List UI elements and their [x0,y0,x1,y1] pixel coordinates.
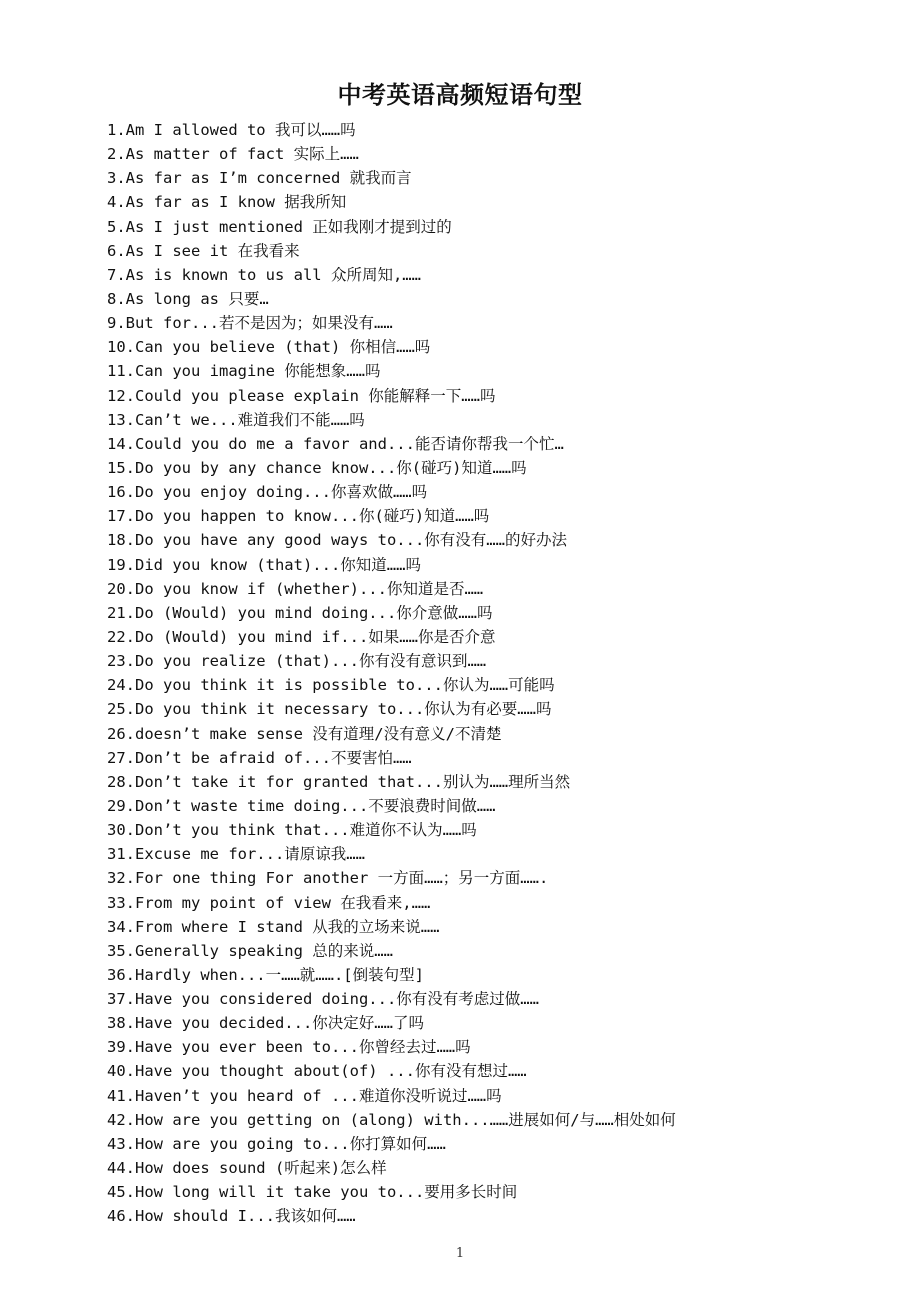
list-item: 10.Can you believe (that) 你相信……吗 [107,338,431,357]
list-item: 36.Hardly when...一……就…….[倒装句型] [107,965,424,984]
list-item: 35.Generally speaking 总的来说…… [107,941,393,960]
list-item: 22.Do (Would) you mind if...如果……你是否介意 [107,627,496,646]
list-item: 15.Do you by any chance know...你(碰巧)知道……吗 [107,458,527,477]
list-item: 46.How should I...我该如何…… [107,1207,356,1226]
page-number: 1 [455,1246,465,1261]
list-item: 18.Do you have any good ways to...你有没有……的好办法 [107,531,567,550]
list-item: 30.Don’t you think that...难道你不认为……吗 [107,821,477,840]
list-item: 38.Have you decided...你决定好……了吗 [107,1014,424,1033]
list-item: 34.From where I stand 从我的立场来说…… [107,917,440,936]
list-item: 5.As I just mentioned 正如我刚才提到过的 [107,217,452,236]
list-item: 29.Don’t waste time doing...不要浪费时间做…… [107,796,496,815]
list-item: 43.How are you going to...你打算如何…… [107,1134,446,1153]
list-item: 27.Don’t be afraid of...不要害怕…… [107,748,412,767]
list-item: 26.doesn’t make sense 没有道理/没有意义/不清楚 [107,724,502,743]
list-item: 8.As long as 只要… [107,289,269,308]
list-item: 14.Could you do me a favor and...能否请你帮我一个忙… [107,434,564,453]
phrase-list [107,118,897,1228]
list-item: 23.Do you realize (that)...你有没有意识到…… [107,652,487,671]
list-item: 42.How are you getting on (along) with...……进展如何/与……相处如何 [107,1110,676,1129]
list-item: 9.But for...若不是因为；如果没有…… [107,314,393,333]
list-item: 39.Have you ever been to...你曾经去过……吗 [107,1038,471,1057]
list-item: 19.Did you know (that)...你知道……吗 [107,555,421,574]
list-item: 11.Can you imagine 你能想象……吗 [107,362,381,381]
list-item: 2.As matter of fact 实际上…… [107,145,359,164]
list-item: 24.Do you think it is possible to...你认为……可能吗 [107,676,555,695]
list-item: 44.How does sound (听起来)怎么样 [107,1159,387,1178]
list-item: 1.Am I allowed to 我可以……吗 [107,121,356,139]
page-title: 中考英语高频短语句型 [337,81,583,109]
list-item: 31.Excuse me for...请原谅我…… [107,845,365,864]
list-item: 41.Haven’t you heard of ...难道你没听说过……吗 [107,1086,502,1105]
list-item: 32.For one thing For another 一方面……；另一方面……. [107,869,549,888]
list-item: 33.From my point of view 在我看来,…… [107,893,431,912]
list-item: 28.Don’t take it for granted that...别认为……理所当然 [107,772,571,791]
list-item: 45.How long will it take you to...要用多长时间 [107,1183,518,1202]
list-item: 12.Could you please explain 你能解释一下……吗 [107,386,496,405]
list-item: 13.Can’t we...难道我们不能……吗 [107,410,365,429]
list-item: 25.Do you think it necessary to...你认为有必要……吗 [107,700,552,719]
list-item: 3.As far as I’m concerned 就我而言 [107,169,412,188]
list-item: 37.Have you considered doing...你有没有考虑过做…… [107,990,539,1009]
list-item: 6.As I see it 在我看来 [107,241,300,260]
list-item: 16.Do you enjoy doing...你喜欢做……吗 [107,483,428,502]
list-item: 21.Do (Would) you mind doing...你介意做……吗 [107,603,493,622]
list-item: 17.Do you happen to know...你(碰巧)知道……吗 [107,507,490,526]
list-item: 40.Have you thought about(of) ...你有没有想过…… [107,1062,527,1081]
list-item: 4.As far as I know 据我所知 [107,193,347,212]
list-item: 7.As is known to us all 众所周知,…… [107,265,421,284]
list-item: 20.Do you know if (whether)...你知道是否…… [107,579,484,598]
